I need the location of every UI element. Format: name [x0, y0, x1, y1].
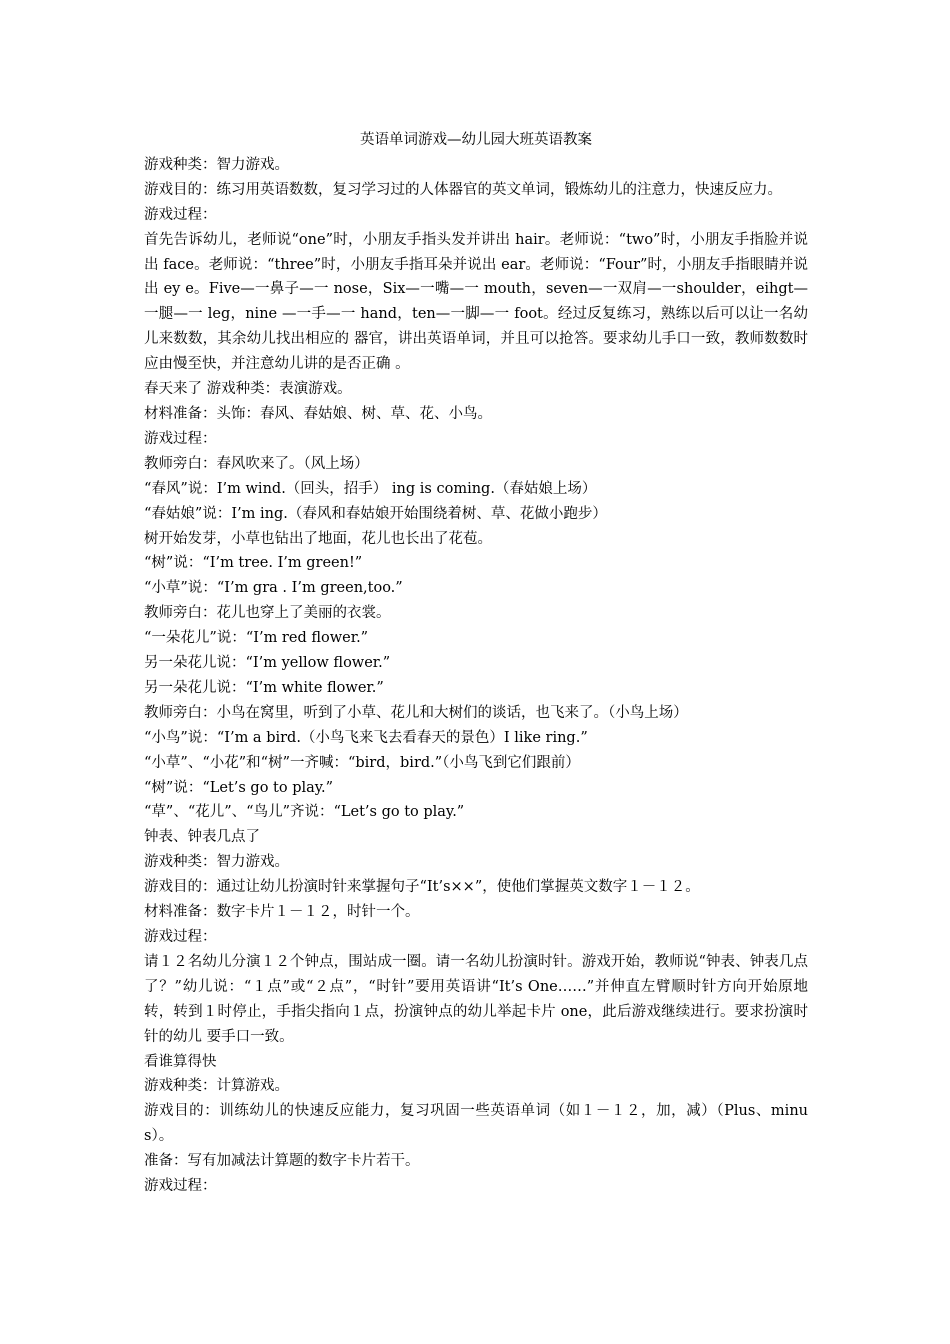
paragraph-16: 另一朵花儿说：“I’m yellow flower.”	[144, 655, 391, 672]
paragraph-5: 春天来了 游戏种类：表演游戏。	[144, 381, 352, 398]
paragraph-14: 教师旁白：花儿也穿上了美丽的衣裳。	[144, 605, 391, 622]
paragraph-26: 材料准备：数字卡片１－１２，时针一个。	[144, 904, 420, 921]
paragraph-6: 材料准备：头饰：春风、春姑娘、树、草、花、小鸟。	[144, 405, 492, 422]
paragraph-13: “小草”说：“I’m gra . I’m green,too.”	[144, 580, 403, 597]
paragraph-4: 首先告诉幼儿，老师说“one”时，小朋友手指头发并讲出 hair。老师说：“two”时，小朋友手指脸并说 出 face。老师说：“three”时，小朋友手指耳朵并说出 ear。老师说：“Four”时，小朋友手指眼睛并说出 ey e。Five—一鼻子—一 nose，Six—一嘴—一 mouth，seven—一双肩—一shoulder，eihgt—一腿—一 leg，nine —一手—一 hand，ten—一脚—一 foot。经过反复练习，熟练以后可以让一名幼儿来数数，其余幼儿找出相应的 器官，讲出英语单词，并且可以抢答。要求幼儿手口一致，教师数数时应由慢至快，并注意幼儿讲的是否正确 。	[144, 231, 808, 373]
paragraph-18: 教师旁白：小鸟在窝里，听到了小草、花儿和大树们的谈话，也飞来了。（小鸟上场）	[144, 704, 688, 721]
paragraph-25: 游戏目的：通过让幼儿扮演时针来掌握句子“It’s××”，使他们掌握英文数字１－１２。	[144, 879, 700, 896]
paragraph-7: 游戏过程：	[144, 430, 217, 447]
paragraph-2: 游戏目的：练习用英语数数，复习学习过的人体器官的英文单词，锻炼幼儿的注意力，快速反应力。	[144, 181, 782, 198]
paragraph-24: 游戏种类：智力游戏。	[144, 854, 289, 871]
paragraph-28: 请１２名幼儿分演１２个钟点，围站成一圈。请一名幼儿扮演时针。游戏开始，教师说“钟表、钟表几点 了？”幼儿说：“１点”或“２点”，“时针”要用英语讲“It’s One……”并伸直左臂顺时针方向开始原地 转，转到１时停止，手指尖指向１点，扮演钟点的幼儿举起卡片 one，此后游戏继续进行。要求扮演时针的幼儿 要手口一致。	[144, 953, 808, 1045]
paragraph-9: “春风”说：I’m wind.（回头，招手） ing is coming.（春姑娘上场）	[144, 480, 597, 497]
paragraph-19: “小鸟”说：“I’m a bird.（小鸟飞来飞去看春天的景色）I like ring.”	[144, 729, 588, 746]
paragraph-12: “树”说：“I’m tree. I’m green!”	[144, 555, 363, 572]
paragraph-32: 准备：写有加减法计算题的数字卡片若干。	[144, 1153, 420, 1170]
paragraph-30: 游戏种类：计算游戏。	[144, 1078, 289, 1095]
paragraph-22: “草”、“花儿”、“鸟儿”齐说：“Let’s go to play.”	[144, 804, 465, 821]
paragraph-29: 看谁算得快	[144, 1053, 217, 1070]
paragraph-33: 游戏过程：	[144, 1178, 217, 1195]
paragraph-10: “春姑娘”说：I’m ing.（春风和春姑娘开始围绕着树、草、花做小跑步）	[144, 505, 607, 522]
paragraph-27: 游戏过程：	[144, 929, 217, 945]
paragraph-20: “小草”、“小花”和“树”一齐喊：“bird，bird.”（小鸟飞到它们跟前）	[144, 754, 580, 771]
paragraph-8: 教师旁白：春风吹来了。（风上场）	[144, 455, 369, 472]
paragraph-1: 游戏种类：智力游戏。	[144, 156, 289, 173]
paragraph-17: 另一朵花儿说：“I’m white flower.”	[144, 679, 384, 696]
paragraph-11: 树开始发芽，小草也钻出了地面，花儿也长出了花苞。	[144, 530, 492, 547]
paragraph-23: 钟表、钟表几点了	[144, 829, 260, 846]
paragraph-3: 游戏过程：	[144, 206, 217, 223]
paragraph-31: 游戏目的：训练幼儿的快速反应能力，复习巩固一些英语单词（如１－１２，加，减）（Plus、minus）。	[144, 1103, 808, 1145]
document-title: 英语单词游戏—幼儿园大班英语教案	[360, 132, 592, 148]
paragraph-21: “树”说：“Let’s go to play.”	[144, 779, 334, 796]
document-page	[144, 128, 808, 1199]
paragraph-15: “一朵花儿”说：“I’m red flower.”	[144, 630, 369, 647]
